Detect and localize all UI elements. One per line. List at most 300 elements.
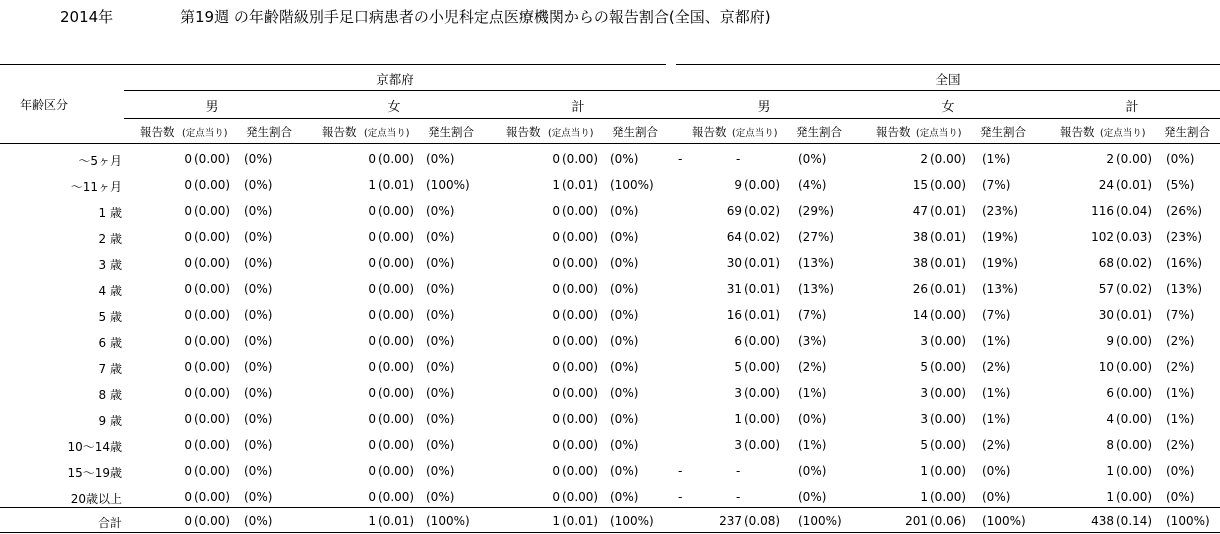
report-count-cell: 0 xyxy=(368,360,376,374)
report-count-cell: 10 xyxy=(1098,360,1114,374)
ratio-cell: (0%) xyxy=(610,438,639,452)
age-label: 3 歳 xyxy=(98,258,122,272)
region-header: 全国 xyxy=(935,72,961,87)
subheader-ratio: 発生割合 xyxy=(246,125,292,139)
age-label: 1 歳 xyxy=(98,206,122,220)
per-sentinel-cell: (0.02) xyxy=(744,230,781,244)
ratio-cell: (0%) xyxy=(244,490,273,504)
per-sentinel-cell: (0.00) xyxy=(562,464,599,478)
ratio-cell: (0%) xyxy=(244,386,273,400)
report-count-cell: 102 xyxy=(1091,230,1114,244)
report-count-cell: 0 xyxy=(184,230,192,244)
ratio-cell: (0%) xyxy=(982,490,1011,504)
per-sentinel-cell: (0.00) xyxy=(1116,412,1153,426)
subheader-report-count: 報告数 xyxy=(876,125,911,139)
report-count-cell: 0 xyxy=(184,152,192,166)
ratio-cell: (5%) xyxy=(1166,178,1195,192)
region-top-rule-national xyxy=(676,64,1220,65)
report-count-cell: 0 xyxy=(368,282,376,296)
per-sentinel-cell: (0.00) xyxy=(930,152,967,166)
per-sentinel-cell: (0.00) xyxy=(562,204,599,218)
ratio-cell: (0%) xyxy=(244,308,273,322)
report-count-cell: 0 xyxy=(368,334,376,348)
report-count-cell: 0 xyxy=(368,230,376,244)
ratio-cell: (1%) xyxy=(1166,386,1195,400)
report-count-cell: 0 xyxy=(552,386,560,400)
ratio-cell: (0%) xyxy=(1166,152,1195,166)
per-sentinel-cell: (0.00) xyxy=(378,230,415,244)
report-count-cell: 0 xyxy=(184,514,192,528)
ratio-cell: (0%) xyxy=(610,386,639,400)
ratio-cell: (13%) xyxy=(982,282,1019,296)
sex-header: 男 xyxy=(757,100,771,115)
per-sentinel-cell: (0.02) xyxy=(1116,256,1153,270)
per-sentinel-cell: (0.00) xyxy=(378,334,415,348)
per-sentinel-cell: (0.03) xyxy=(1116,230,1153,244)
subheader-ratio: 発生割合 xyxy=(428,125,474,139)
report-count-cell: 0 xyxy=(184,490,192,504)
age-label: 9 歳 xyxy=(98,414,122,428)
ratio-cell: (0%) xyxy=(244,438,273,452)
ratio-cell: (0%) xyxy=(610,412,639,426)
subheader-report-count: 報告数 xyxy=(322,125,357,139)
age-label: ～5ヶ月 xyxy=(78,154,122,168)
ratio-cell: (19%) xyxy=(982,230,1019,244)
per-sentinel-cell: (0.00) xyxy=(930,308,967,322)
per-sentinel-cell: (0.00) xyxy=(930,490,967,504)
ratio-cell: (100%) xyxy=(610,178,654,192)
report-title: 第19週 の年齢階級別手足口病患者の小児科定点医療機関からの報告割合(全国、京都府) xyxy=(180,8,771,26)
report-count-cell: 1 xyxy=(920,490,928,504)
subheader-report-count: 報告数 xyxy=(506,125,541,139)
report-count-cell: 0 xyxy=(184,464,192,478)
age-label: 7 歳 xyxy=(98,362,122,376)
ratio-cell: (3%) xyxy=(798,334,827,348)
per-sentinel-cell: (0.01) xyxy=(744,308,781,322)
per-sentinel-cell: (0.01) xyxy=(930,282,967,296)
ratio-cell: (1%) xyxy=(982,412,1011,426)
ratio-cell: (0%) xyxy=(610,256,639,270)
age-label: 8 歳 xyxy=(98,388,122,402)
ratio-cell: (0%) xyxy=(244,464,273,478)
ratio-cell: (0%) xyxy=(426,282,455,296)
per-sentinel-cell: (0.00) xyxy=(194,412,231,426)
ratio-cell: (0%) xyxy=(426,308,455,322)
per-sentinel-cell: (0.00) xyxy=(930,178,967,192)
ratio-cell: (27%) xyxy=(798,230,835,244)
ratio-cell: (100%) xyxy=(610,514,654,528)
per-sentinel-cell: (0.00) xyxy=(194,178,231,192)
per-sentinel-cell: (0.00) xyxy=(562,308,599,322)
subheader-per-sentinel: (定点当り) xyxy=(182,128,228,139)
report-count-cell: 5 xyxy=(734,360,742,374)
ratio-cell: (100%) xyxy=(982,514,1026,528)
report-count-cell: 0 xyxy=(184,360,192,374)
report-count-cell: 31 xyxy=(726,282,742,296)
report-count-cell: 0 xyxy=(368,412,376,426)
per-sentinel-cell: (0.00) xyxy=(1116,334,1153,348)
table-bottom-rule xyxy=(0,532,1220,533)
ratio-cell: (13%) xyxy=(1166,282,1203,296)
per-sentinel-cell: (0.00) xyxy=(744,178,781,192)
ratio-cell: (100%) xyxy=(426,178,470,192)
age-column-header: 年齢区分 xyxy=(20,98,69,112)
report-count-cell: 14 xyxy=(912,308,928,322)
report-count-cell: 3 xyxy=(734,438,742,452)
per-sentinel-cell: (0.00) xyxy=(194,334,231,348)
report-count-cell: 0 xyxy=(184,438,192,452)
report-count-cell: 38 xyxy=(912,256,928,270)
ratio-cell: (0%) xyxy=(610,360,639,374)
ratio-cell: (2%) xyxy=(982,360,1011,374)
age-label: 2 歳 xyxy=(98,232,122,246)
report-count-cell: 57 xyxy=(1098,282,1114,296)
age-label: 5 歳 xyxy=(98,310,122,324)
ratio-cell: (0%) xyxy=(798,490,827,504)
ratio-cell: (0%) xyxy=(426,152,455,166)
ratio-cell: (0%) xyxy=(798,464,827,478)
ratio-cell: (4%) xyxy=(798,178,827,192)
per-sentinel-cell: (0.01) xyxy=(930,256,967,270)
per-sentinel-cell: (0.00) xyxy=(194,256,231,270)
subheader-per-sentinel: (定点当り) xyxy=(548,128,594,139)
report-count-cell: 8 xyxy=(1106,438,1114,452)
subheader-report-count: 報告数 xyxy=(692,125,727,139)
report-count-cell: 1 xyxy=(368,178,376,192)
per-sentinel-cell: (0.00) xyxy=(1116,464,1153,478)
report-count-cell: 38 xyxy=(912,230,928,244)
report-count-cell: 0 xyxy=(368,256,376,270)
ratio-cell: (23%) xyxy=(982,204,1019,218)
ratio-cell: (0%) xyxy=(244,412,273,426)
report-count-cell: 0 xyxy=(184,412,192,426)
per-sentinel-cell: (0.01) xyxy=(562,514,599,528)
ratio-cell: (0%) xyxy=(426,490,455,504)
per-sentinel-cell: (0.00) xyxy=(1116,152,1153,166)
ratio-cell: (0%) xyxy=(244,152,273,166)
per-sentinel-cell: - xyxy=(736,490,741,504)
ratio-cell: (1%) xyxy=(798,438,827,452)
sex-header: 計 xyxy=(1125,100,1139,115)
report-count-cell: 0 xyxy=(552,438,560,452)
age-label: 15～19歳 xyxy=(67,466,122,480)
per-sentinel-cell: (0.00) xyxy=(562,230,599,244)
per-sentinel-cell: (0.00) xyxy=(562,152,599,166)
subheader-per-sentinel: (定点当り) xyxy=(364,128,410,139)
ratio-cell: (0%) xyxy=(244,514,273,528)
per-sentinel-cell: (0.06) xyxy=(930,514,967,528)
report-count-cell: 237 xyxy=(719,514,742,528)
per-sentinel-cell: (0.00) xyxy=(1116,490,1153,504)
ratio-cell: (100%) xyxy=(426,514,470,528)
report-count-cell: 1 xyxy=(368,514,376,528)
ratio-cell: (0%) xyxy=(798,152,827,166)
report-count-cell: 0 xyxy=(368,386,376,400)
age-label: 合計 xyxy=(97,516,122,530)
report-count-cell: 201 xyxy=(905,514,928,528)
ratio-cell: (7%) xyxy=(798,308,827,322)
report-count-cell: 3 xyxy=(920,386,928,400)
report-count-cell: 26 xyxy=(912,282,928,296)
report-count-cell: 69 xyxy=(726,204,742,218)
per-sentinel-cell: (0.01) xyxy=(1116,178,1153,192)
report-count-cell: 0 xyxy=(552,490,560,504)
report-count-cell: 30 xyxy=(726,256,742,270)
report-count-cell: 30 xyxy=(1098,308,1114,322)
subheader-ratio: 発生割合 xyxy=(1164,125,1210,139)
per-sentinel-cell: (0.00) xyxy=(744,334,781,348)
per-sentinel-cell: (0.00) xyxy=(930,412,967,426)
ratio-cell: (19%) xyxy=(982,256,1019,270)
ratio-cell: (0%) xyxy=(1166,490,1195,504)
per-sentinel-cell: (0.00) xyxy=(1116,386,1153,400)
ratio-cell: (0%) xyxy=(426,256,455,270)
ratio-cell: (0%) xyxy=(244,178,273,192)
per-sentinel-cell: (0.00) xyxy=(562,256,599,270)
report-count-cell: 2 xyxy=(920,152,928,166)
report-count-cell: 24 xyxy=(1098,178,1114,192)
per-sentinel-cell: (0.01) xyxy=(378,514,415,528)
per-sentinel-cell: - xyxy=(736,152,741,166)
report-count-cell: 15 xyxy=(912,178,928,192)
per-sentinel-cell: (0.00) xyxy=(194,360,231,374)
report-count-cell: 9 xyxy=(1106,334,1114,348)
per-sentinel-cell: (0.00) xyxy=(930,464,967,478)
per-sentinel-cell: (0.00) xyxy=(744,412,781,426)
per-sentinel-cell: (0.00) xyxy=(378,204,415,218)
report-count-cell: 0 xyxy=(184,178,192,192)
per-sentinel-cell: (0.00) xyxy=(562,282,599,296)
report-count-cell: 4 xyxy=(1106,412,1114,426)
ratio-cell: (2%) xyxy=(1166,438,1195,452)
per-sentinel-cell: (0.00) xyxy=(562,438,599,452)
ratio-cell: (0%) xyxy=(610,152,639,166)
per-sentinel-cell: (0.00) xyxy=(194,230,231,244)
per-sentinel-cell: (0.00) xyxy=(930,438,967,452)
per-sentinel-cell: (0.08) xyxy=(744,514,781,528)
sex-header: 女 xyxy=(387,100,401,115)
subheader-report-count: 報告数 xyxy=(1060,125,1095,139)
sex-header: 男 xyxy=(205,100,219,115)
per-sentinel-cell: (0.00) xyxy=(562,412,599,426)
report-count-cell: 438 xyxy=(1091,514,1114,528)
subheader-ratio: 発生割合 xyxy=(980,125,1026,139)
per-sentinel-cell: (0.00) xyxy=(378,360,415,374)
per-sentinel-cell: (0.02) xyxy=(1116,282,1153,296)
report-count-cell: 0 xyxy=(368,464,376,478)
ratio-cell: (13%) xyxy=(798,256,835,270)
per-sentinel-cell: (0.00) xyxy=(744,438,781,452)
report-count-cell: 0 xyxy=(552,360,560,374)
per-sentinel-cell: (0.00) xyxy=(378,256,415,270)
per-sentinel-cell: (0.00) xyxy=(1116,360,1153,374)
ratio-cell: (2%) xyxy=(982,438,1011,452)
report-year: 2014年 xyxy=(60,8,114,26)
subheader-per-sentinel: (定点当り) xyxy=(732,128,778,139)
report-count-cell: 3 xyxy=(734,386,742,400)
per-sentinel-cell: (0.00) xyxy=(1116,438,1153,452)
per-sentinel-cell: (0.01) xyxy=(930,230,967,244)
per-sentinel-cell: (0.00) xyxy=(562,334,599,348)
ratio-cell: (1%) xyxy=(798,386,827,400)
report-count-cell: 1 xyxy=(552,178,560,192)
per-sentinel-cell: (0.01) xyxy=(744,282,781,296)
per-sentinel-cell: (0.00) xyxy=(194,464,231,478)
ratio-cell: (0%) xyxy=(244,204,273,218)
report-count-cell: 0 xyxy=(552,204,560,218)
per-sentinel-cell: (0.00) xyxy=(194,438,231,452)
ratio-cell: (16%) xyxy=(1166,256,1203,270)
report-count-cell: 0 xyxy=(368,438,376,452)
ratio-cell: (0%) xyxy=(610,334,639,348)
per-sentinel-cell: (0.00) xyxy=(378,464,415,478)
per-sentinel-cell: (0.00) xyxy=(194,490,231,504)
age-label: 6 歳 xyxy=(98,336,122,350)
ratio-cell: (0%) xyxy=(1166,464,1195,478)
report-count-cell: 3 xyxy=(920,412,928,426)
per-sentinel-cell: (0.00) xyxy=(194,386,231,400)
ratio-cell: (0%) xyxy=(426,438,455,452)
ratio-cell: (0%) xyxy=(426,386,455,400)
ratio-cell: (0%) xyxy=(426,230,455,244)
per-sentinel-cell: (0.00) xyxy=(930,386,967,400)
report-count-cell: 0 xyxy=(552,282,560,296)
report-count-cell: 0 xyxy=(552,464,560,478)
per-sentinel-cell: (0.01) xyxy=(378,178,415,192)
region-top-rule-kyoto xyxy=(0,64,666,65)
ratio-cell: (2%) xyxy=(1166,334,1195,348)
per-sentinel-cell: (0.14) xyxy=(1116,514,1153,528)
ratio-cell: (2%) xyxy=(798,360,827,374)
age-label: 20歳以上 xyxy=(70,492,122,506)
ratio-cell: (100%) xyxy=(798,514,842,528)
report-count-cell: - xyxy=(678,490,683,504)
ratio-cell: (0%) xyxy=(244,334,273,348)
subheader-ratio: 発生割合 xyxy=(796,125,842,139)
per-sentinel-cell: (0.00) xyxy=(562,490,599,504)
ratio-cell: (0%) xyxy=(426,334,455,348)
ratio-cell: (0%) xyxy=(426,204,455,218)
report-count-cell: 1 xyxy=(1106,464,1114,478)
per-sentinel-cell: (0.00) xyxy=(378,412,415,426)
per-sentinel-cell: (0.00) xyxy=(378,308,415,322)
report-count-cell: 16 xyxy=(726,308,742,322)
per-sentinel-cell: (0.01) xyxy=(744,256,781,270)
ratio-cell: (7%) xyxy=(982,308,1011,322)
ratio-cell: (0%) xyxy=(244,282,273,296)
per-sentinel-cell: (0.00) xyxy=(378,386,415,400)
subheader-per-sentinel: (定点当り) xyxy=(916,128,962,139)
sex-header: 計 xyxy=(571,100,585,115)
report-count-cell: 0 xyxy=(184,334,192,348)
report-count-cell: 0 xyxy=(552,412,560,426)
per-sentinel-cell: - xyxy=(736,464,741,478)
ratio-cell: (26%) xyxy=(1166,204,1203,218)
per-sentinel-cell: (0.01) xyxy=(930,204,967,218)
report-count-cell: 0 xyxy=(552,256,560,270)
ratio-cell: (1%) xyxy=(982,152,1011,166)
ratio-cell: (0%) xyxy=(426,464,455,478)
subheader-ratio: 発生割合 xyxy=(612,125,658,139)
ratio-cell: (0%) xyxy=(244,360,273,374)
per-sentinel-cell: (0.00) xyxy=(194,308,231,322)
report-count-cell: 0 xyxy=(552,308,560,322)
ratio-cell: (7%) xyxy=(1166,308,1195,322)
per-sentinel-cell: (0.00) xyxy=(930,360,967,374)
per-sentinel-cell: (0.00) xyxy=(930,334,967,348)
ratio-cell: (0%) xyxy=(244,256,273,270)
report-count-cell: - xyxy=(678,464,683,478)
per-sentinel-cell: (0.00) xyxy=(378,490,415,504)
report-count-cell: 0 xyxy=(184,282,192,296)
per-sentinel-cell: (0.00) xyxy=(562,386,599,400)
ratio-cell: (0%) xyxy=(610,490,639,504)
subheader-report-count: 報告数 xyxy=(140,125,175,139)
total-top-rule xyxy=(0,507,1220,508)
ratio-cell: (0%) xyxy=(610,230,639,244)
per-sentinel-cell: (0.00) xyxy=(194,152,231,166)
per-sentinel-cell: (0.00) xyxy=(194,282,231,296)
ratio-cell: (0%) xyxy=(426,412,455,426)
ratio-cell: (0%) xyxy=(244,230,273,244)
age-label: 4 歳 xyxy=(98,284,122,298)
report-count-cell: 0 xyxy=(184,204,192,218)
subheader-per-sentinel: (定点当り) xyxy=(1100,128,1146,139)
report-count-cell: 116 xyxy=(1091,204,1114,218)
report-count-cell: 0 xyxy=(184,386,192,400)
report-count-cell: 0 xyxy=(184,256,192,270)
per-sentinel-cell: (0.01) xyxy=(1116,308,1153,322)
per-sentinel-cell: (0.00) xyxy=(194,204,231,218)
report-count-cell: 6 xyxy=(734,334,742,348)
per-sentinel-cell: (0.00) xyxy=(378,438,415,452)
ratio-cell: (1%) xyxy=(982,386,1011,400)
per-sentinel-cell: (0.04) xyxy=(1116,204,1153,218)
ratio-cell: (100%) xyxy=(1166,514,1210,528)
report-count-cell: 1 xyxy=(920,464,928,478)
per-sentinel-cell: (0.01) xyxy=(562,178,599,192)
per-sentinel-cell: (0.02) xyxy=(744,204,781,218)
report-count-cell: 1 xyxy=(552,514,560,528)
report-count-cell: 5 xyxy=(920,360,928,374)
report-count-cell: 0 xyxy=(552,334,560,348)
report-count-cell: 3 xyxy=(920,334,928,348)
report-count-cell: 9 xyxy=(734,178,742,192)
ratio-cell: (0%) xyxy=(610,204,639,218)
region-sub-rule xyxy=(124,90,1220,91)
ratio-cell: (0%) xyxy=(982,464,1011,478)
report-count-cell: 0 xyxy=(552,230,560,244)
sex-sub-rule xyxy=(124,118,1220,119)
report-count-cell: 64 xyxy=(726,230,742,244)
ratio-cell: (13%) xyxy=(798,282,835,296)
per-sentinel-cell: (0.00) xyxy=(744,386,781,400)
report-count-cell: 68 xyxy=(1098,256,1114,270)
ratio-cell: (0%) xyxy=(798,412,827,426)
ratio-cell: (0%) xyxy=(426,360,455,374)
ratio-cell: (1%) xyxy=(1166,412,1195,426)
report-count-cell: 1 xyxy=(734,412,742,426)
age-label: ～11ヶ月 xyxy=(70,180,122,194)
report-count-cell: - xyxy=(678,152,683,166)
report-count-cell: 47 xyxy=(912,204,928,218)
ratio-cell: (1%) xyxy=(982,334,1011,348)
per-sentinel-cell: (0.00) xyxy=(744,360,781,374)
report-count-cell: 2 xyxy=(1106,152,1114,166)
region-header: 京都府 xyxy=(376,72,414,87)
age-label: 10～14歳 xyxy=(67,440,122,454)
report-count-cell: 0 xyxy=(368,490,376,504)
